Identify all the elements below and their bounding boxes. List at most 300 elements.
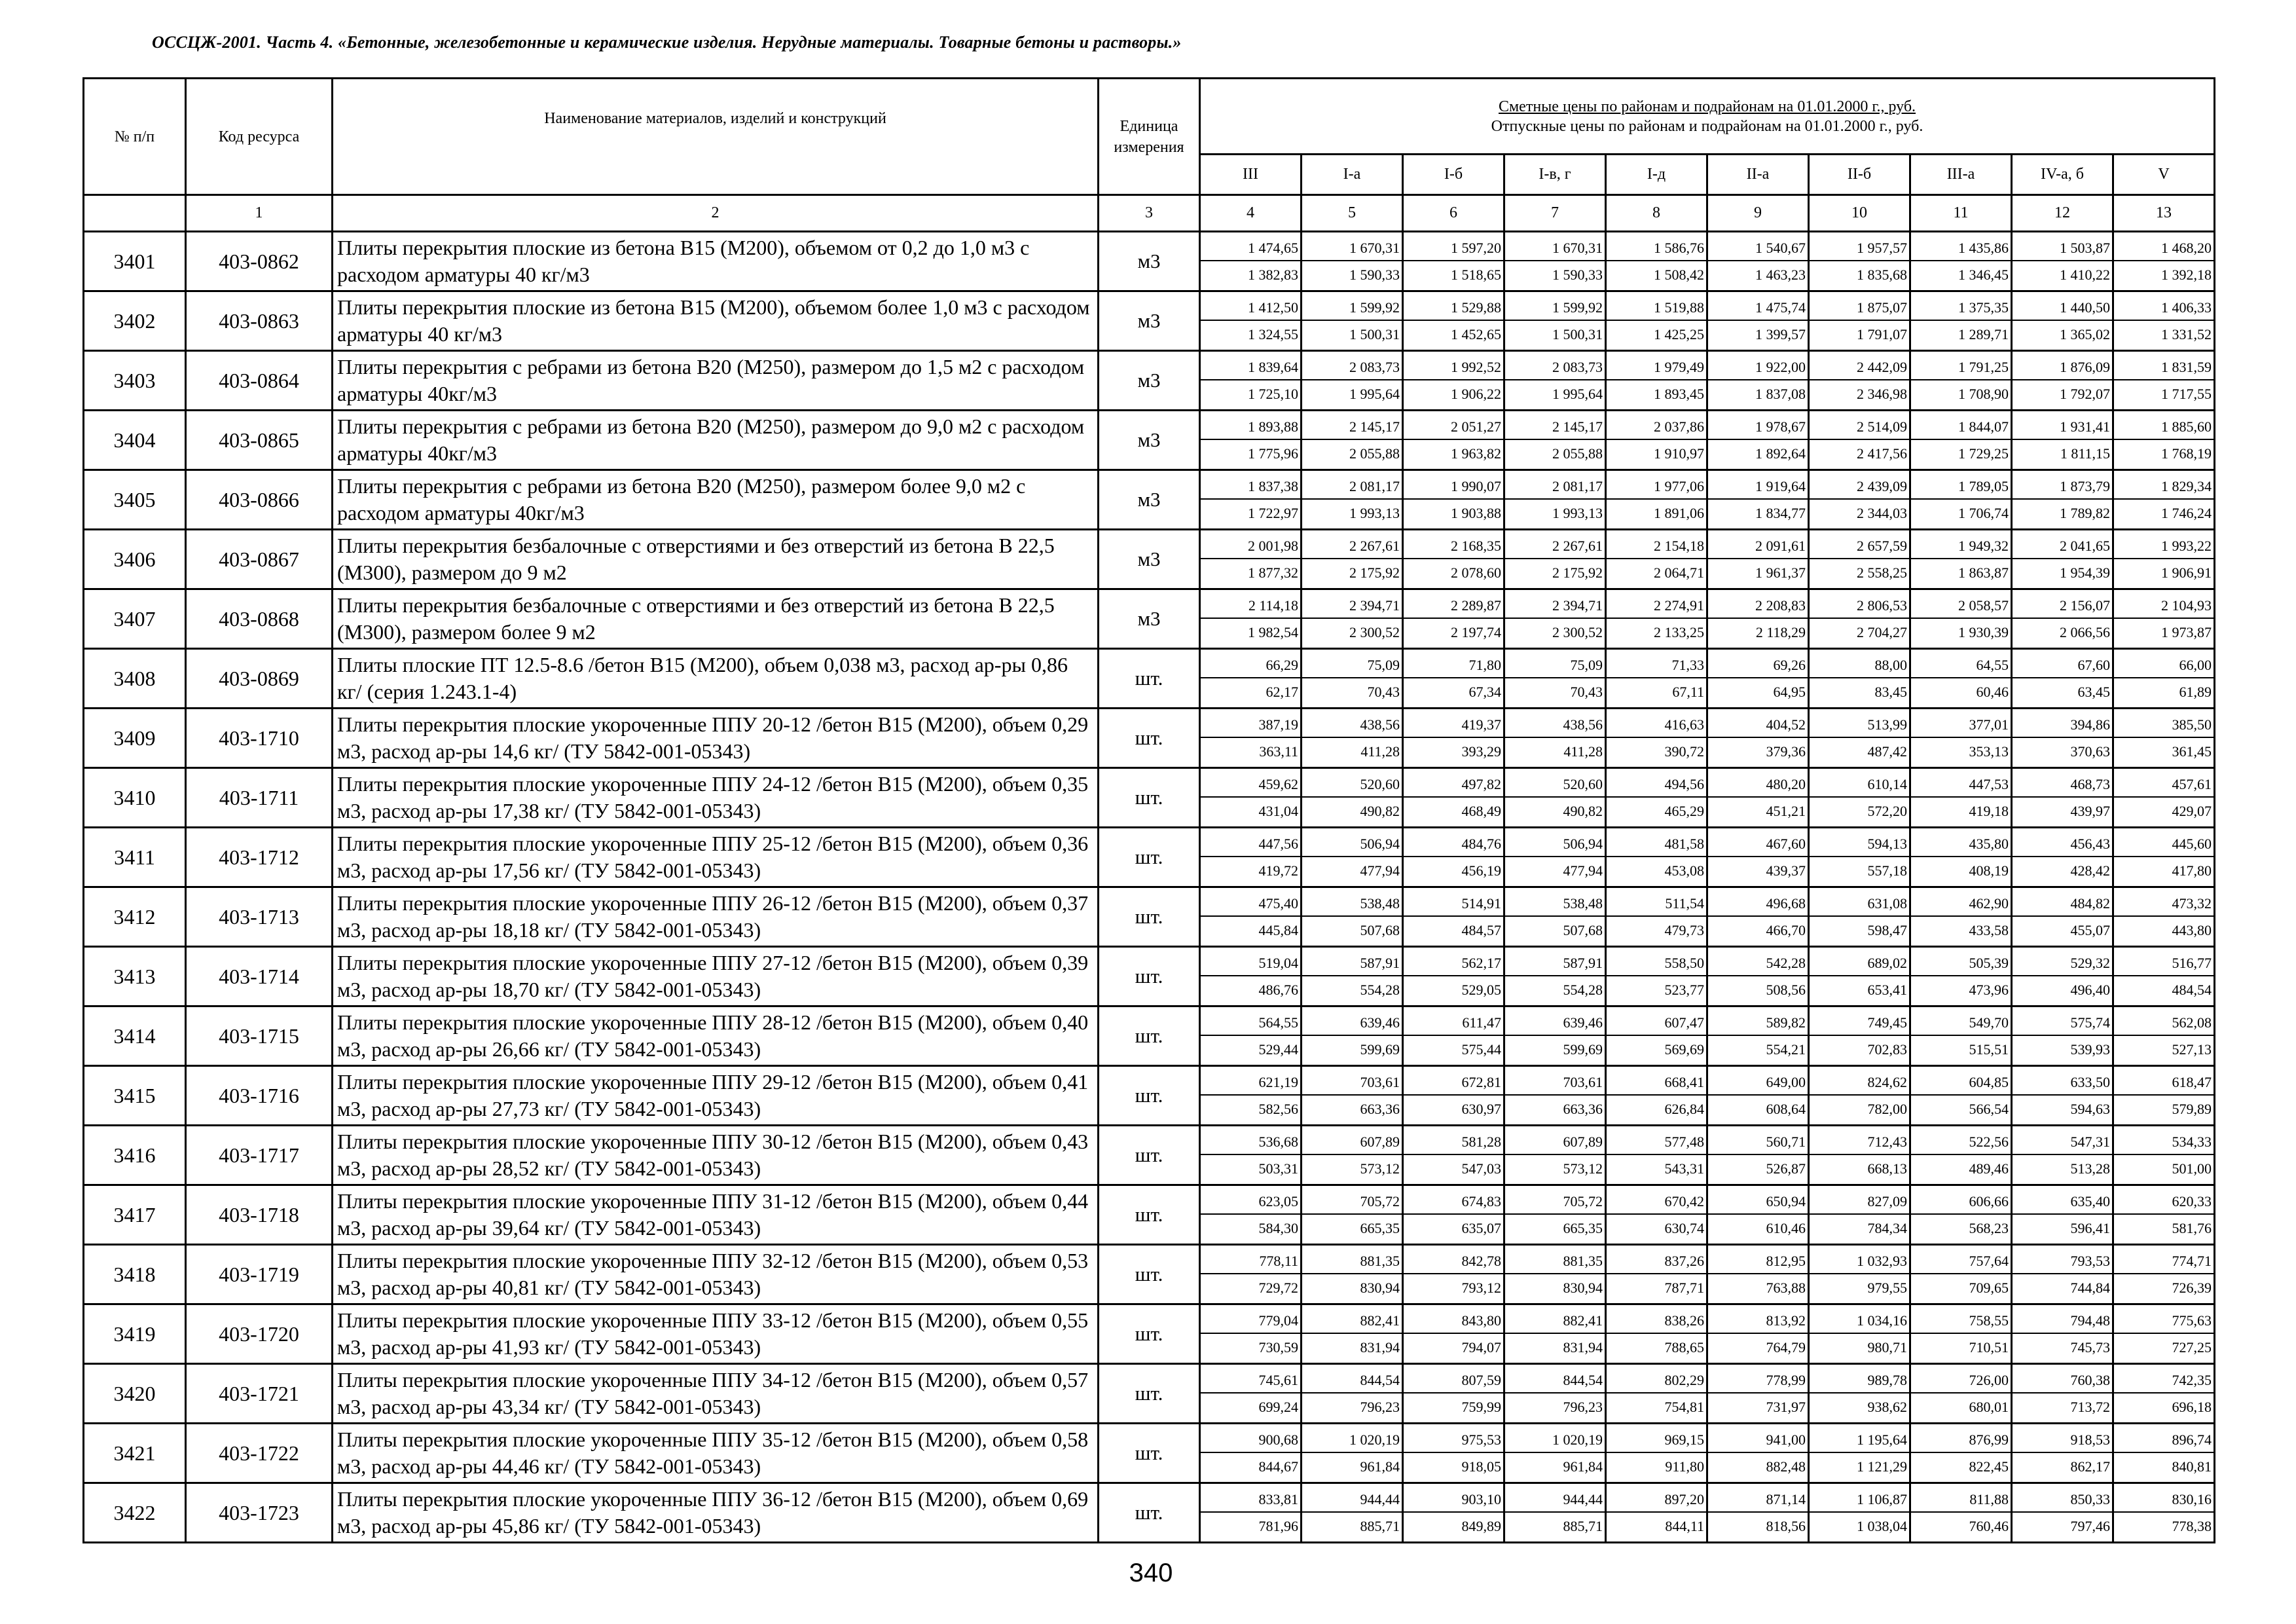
release-price: 699,24	[1258, 1399, 1298, 1415]
material-name: Плиты перекрытия плоские укороченные ППУ 32-12 /бетон В15 (М200), объем 0,53 м3, расход ар-ры 40,81 кг/ (ТУ 5842-001-05343)	[333, 1245, 1099, 1304]
release-price: 759,99	[1461, 1399, 1501, 1415]
release-price: 1 365,02	[2060, 326, 2110, 342]
price-cell	[1910, 768, 2012, 828]
estimated-price: 2 274,91	[1607, 595, 1706, 619]
price-cell	[2012, 411, 2113, 470]
estimated-price: 456,43	[2013, 834, 2112, 857]
price-cell	[2113, 1304, 2215, 1364]
estimated-price: 779,04	[1201, 1310, 1300, 1334]
price-cell	[1200, 1304, 1302, 1364]
price-cell	[1606, 291, 1707, 351]
release-price: 554,28	[1360, 982, 1400, 998]
estimated-price: 672,81	[1404, 1072, 1503, 1096]
price-cell	[1302, 1483, 1403, 1543]
estimated-price: 522,56	[1911, 1132, 2011, 1155]
estimated-price: 467,60	[1708, 834, 1808, 857]
resource-code: 403-1723	[186, 1483, 333, 1543]
release-price: 1 834,77	[1755, 505, 1806, 521]
estimated-price: 649,00	[1708, 1072, 1808, 1096]
material-name: Плиты перекрытия плоские из бетона В15 (М200), объемом более 1,0 м3 с расходом арматуры 40 кг/м3	[333, 291, 1099, 351]
price-cell	[1504, 291, 1606, 351]
estimated-price: 794,48	[2013, 1310, 2112, 1334]
release-price: 599,69	[1563, 1041, 1603, 1058]
price-cell	[1200, 887, 1302, 947]
estimated-price: 514,91	[1404, 893, 1503, 917]
estimated-price: 75,09	[1302, 655, 1402, 678]
price-cell	[1606, 1304, 1707, 1364]
release-price: 566,54	[1969, 1101, 2009, 1117]
estimated-price: 1 503,87	[2013, 238, 2112, 261]
estimated-price: 459,62	[1201, 774, 1300, 798]
release-price: 784,34	[1867, 1220, 1907, 1236]
estimated-price: 726,00	[1911, 1370, 2011, 1393]
estimated-price: 749,45	[1810, 1012, 1909, 1036]
estimated-price: 1 597,20	[1404, 238, 1503, 261]
release-price: 781,96	[1258, 1518, 1298, 1534]
resource-code: 403-1718	[186, 1185, 333, 1245]
price-cell	[1403, 709, 1504, 768]
column-number: 10	[1809, 195, 1910, 232]
release-price: 1 452,65	[1451, 326, 1501, 342]
estimated-price: 506,94	[1302, 834, 1402, 857]
row-number: 3405	[84, 470, 186, 530]
price-cell	[1809, 1006, 1910, 1066]
estimated-price: 793,53	[2013, 1251, 2112, 1274]
price-cell	[2012, 351, 2113, 411]
price-cell	[1910, 1006, 2012, 1066]
material-name: Плиты перекрытия плоские укороченные ППУ 24-12 /бетон В15 (М200), объем 0,35 м3, расход ар-ры 17,38 кг/ (ТУ 5842-001-05343)	[333, 768, 1099, 828]
price-cell	[1403, 1364, 1504, 1424]
estimated-price: 1 789,05	[1911, 476, 2011, 500]
release-price: 1 722,97	[1248, 505, 1298, 521]
release-price: 788,65	[1664, 1339, 1704, 1356]
estimated-price: 1 406,33	[2114, 297, 2214, 321]
material-name: Плиты перекрытия с ребрами из бетона В20 (М250), размером более 9,0 м2 с расходом арматуры 40кг/м3	[333, 470, 1099, 530]
price-cell	[2012, 1364, 2113, 1424]
price-cell	[1809, 768, 1910, 828]
release-price: 653,41	[1867, 982, 1907, 998]
release-price: 569,69	[1664, 1041, 1704, 1058]
price-cell	[1403, 351, 1504, 411]
release-price: 918,05	[1461, 1458, 1501, 1475]
price-cell	[2012, 828, 2113, 887]
table-row	[84, 1364, 2215, 1424]
price-cell	[1302, 1364, 1403, 1424]
estimated-price: 1 032,93	[1810, 1251, 1909, 1274]
release-price: 1 508,42	[1654, 267, 1704, 283]
unit: шт.	[1099, 1126, 1200, 1185]
price-cell	[1606, 411, 1707, 470]
price-cell	[1200, 1424, 1302, 1483]
release-price: 507,68	[1360, 922, 1400, 938]
estimated-price: 1 475,74	[1708, 297, 1808, 321]
release-price: 2 300,52	[1552, 624, 1603, 640]
price-cell	[1200, 351, 1302, 411]
release-price: 451,21	[1766, 803, 1806, 819]
release-price: 67,11	[1672, 684, 1704, 700]
release-price: 477,94	[1563, 862, 1603, 879]
resource-code: 403-1716	[186, 1066, 333, 1126]
price-cell	[1302, 768, 1403, 828]
estimated-price: 975,53	[1404, 1430, 1503, 1453]
release-price: 1 973,87	[2161, 624, 2212, 640]
price-cell	[1910, 1245, 2012, 1304]
estimated-price: 1 978,67	[1708, 416, 1808, 440]
price-cell	[1809, 351, 1910, 411]
estimated-price: 377,01	[1911, 714, 2011, 738]
header-prices-estimated: Сметные цены по районам и подрайонам на 01.01.2000 г., руб.	[1498, 98, 1916, 115]
estimated-price: 2 001,98	[1201, 536, 1300, 559]
release-price: 2 346,98	[1857, 386, 1907, 402]
release-price: 599,69	[1360, 1041, 1400, 1058]
estimated-price: 2 051,27	[1404, 416, 1503, 440]
price-cell	[1707, 1185, 1809, 1245]
header-unit: Единица измерения	[1099, 79, 1200, 195]
estimated-price: 897,20	[1607, 1489, 1706, 1513]
price-cell	[1403, 1066, 1504, 1126]
price-cell	[2012, 1304, 2113, 1364]
estimated-price: 480,20	[1708, 774, 1808, 798]
price-cell	[2012, 1126, 2113, 1185]
release-price: 490,82	[1563, 803, 1603, 819]
release-price: 882,48	[1766, 1458, 1806, 1475]
region-header: I-в, г	[1504, 155, 1606, 195]
price-cell	[1504, 411, 1606, 470]
price-cell	[1606, 589, 1707, 649]
estimated-price: 1 885,60	[2114, 416, 2214, 440]
price-cell	[1403, 828, 1504, 887]
material-name: Плиты перекрытия плоские укороченные ППУ 28-12 /бетон В15 (М200), объем 0,40 м3, расход ар-ры 26,66 кг/ (ТУ 5842-001-05343)	[333, 1006, 1099, 1066]
estimated-price: 827,09	[1810, 1191, 1909, 1215]
material-name: Плиты перекрытия плоские укороченные ППУ 35-12 /бетон В15 (М200), объем 0,58 м3, расход ар-ры 44,46 кг/ (ТУ 5842-001-05343)	[333, 1424, 1099, 1483]
price-cell	[1809, 530, 1910, 589]
estimated-price: 547,31	[2013, 1132, 2112, 1155]
estimated-price: 812,95	[1708, 1251, 1808, 1274]
price-cell	[2012, 589, 2113, 649]
price-cell	[1302, 589, 1403, 649]
release-price: 1 706,74	[1958, 505, 2009, 521]
estimated-price: 842,78	[1404, 1251, 1503, 1274]
release-price: 840,81	[2172, 1458, 2212, 1475]
estimated-price: 703,61	[1302, 1072, 1402, 1096]
unit: шт.	[1099, 1066, 1200, 1126]
release-price: 1 410,22	[2060, 267, 2110, 283]
column-number: 8	[1606, 195, 1707, 232]
price-cell	[1606, 709, 1707, 768]
release-price: 796,23	[1563, 1399, 1603, 1415]
estimated-price: 2 267,61	[1302, 536, 1402, 559]
estimated-price: 473,32	[2114, 893, 2214, 917]
estimated-price: 1 435,86	[1911, 238, 2011, 261]
release-price: 70,43	[1367, 684, 1400, 700]
estimated-price: 2 083,73	[1302, 357, 1402, 380]
estimated-price: 844,54	[1505, 1370, 1605, 1393]
resource-code: 403-0863	[186, 291, 333, 351]
price-cell	[2012, 1483, 2113, 1543]
estimated-price: 2 806,53	[1810, 595, 1909, 619]
resource-code: 403-0867	[186, 530, 333, 589]
material-name: Плиты перекрытия плоские укороченные ППУ 29-12 /бетон В15 (М200), объем 0,41 м3, расход ар-ры 27,73 кг/ (ТУ 5842-001-05343)	[333, 1066, 1099, 1126]
price-cell	[1707, 351, 1809, 411]
unit: м3	[1099, 232, 1200, 291]
price-cell	[1504, 887, 1606, 947]
price-cell	[2113, 351, 2215, 411]
price-cell	[1200, 530, 1302, 589]
release-price: 390,72	[1664, 743, 1704, 760]
release-price: 938,62	[1867, 1399, 1907, 1415]
release-price: 2 118,29	[1755, 624, 1806, 640]
release-price: 1 746,24	[2161, 505, 2212, 521]
price-cell	[1707, 1424, 1809, 1483]
row-number: 3401	[84, 232, 186, 291]
estimated-price: 824,62	[1810, 1072, 1909, 1096]
release-price: 529,05	[1461, 982, 1501, 998]
price-cell	[1403, 530, 1504, 589]
estimated-price: 2 083,73	[1505, 357, 1605, 380]
unit: м3	[1099, 530, 1200, 589]
estimated-price: 577,48	[1607, 1132, 1706, 1155]
unit: шт.	[1099, 887, 1200, 947]
estimated-price: 944,44	[1505, 1489, 1605, 1513]
price-cell	[1910, 709, 2012, 768]
estimated-price: 519,04	[1201, 953, 1300, 976]
release-price: 573,12	[1360, 1160, 1400, 1177]
price-cell	[1403, 768, 1504, 828]
release-price: 665,35	[1360, 1220, 1400, 1236]
release-price: 1 346,45	[1958, 267, 2009, 283]
release-price: 572,20	[1867, 803, 1907, 819]
release-price: 710,51	[1969, 1339, 2009, 1356]
release-price: 665,35	[1563, 1220, 1603, 1236]
release-price: 547,03	[1461, 1160, 1501, 1177]
release-price: 484,54	[2172, 982, 2212, 998]
release-price: 539,93	[2070, 1041, 2110, 1058]
estimated-price: 1 977,06	[1607, 476, 1706, 500]
column-number: 2	[333, 195, 1099, 232]
price-cell	[1200, 232, 1302, 291]
price-cell	[1910, 1304, 2012, 1364]
unit: шт.	[1099, 1185, 1200, 1245]
header-name: Наименование материалов, изделий и конструкций	[333, 79, 1099, 195]
estimated-price: 1 106,87	[1810, 1489, 1909, 1513]
estimated-price: 2 081,17	[1505, 476, 1605, 500]
row-number: 3420	[84, 1364, 186, 1424]
release-price: 1 500,31	[1349, 326, 1400, 342]
unit: м3	[1099, 411, 1200, 470]
release-price: 822,45	[1969, 1458, 2009, 1475]
price-cell	[1403, 887, 1504, 947]
estimated-price: 1 873,79	[2013, 476, 2112, 500]
release-price: 507,68	[1563, 922, 1603, 938]
price-cell	[1707, 947, 1809, 1006]
price-cell	[1707, 589, 1809, 649]
release-price: 1 835,68	[1857, 267, 1907, 283]
release-price: 830,94	[1563, 1280, 1603, 1296]
release-price: 468,49	[1461, 803, 1501, 819]
resource-code: 403-1711	[186, 768, 333, 828]
price-cell	[1910, 232, 2012, 291]
release-price: 473,96	[1969, 982, 2009, 998]
unit: шт.	[1099, 1364, 1200, 1424]
release-price: 353,13	[1969, 743, 2009, 760]
estimated-price: 484,76	[1404, 834, 1503, 857]
price-cell	[2012, 232, 2113, 291]
table-row	[84, 709, 2215, 768]
release-price: 608,64	[1766, 1101, 1806, 1117]
release-price: 2 064,71	[1654, 564, 1704, 581]
release-price: 417,80	[2172, 862, 2212, 879]
row-number: 3418	[84, 1245, 186, 1304]
release-price: 2 417,56	[1857, 445, 1907, 462]
release-price: 1 717,55	[2161, 386, 2212, 402]
estimated-price: 581,28	[1404, 1132, 1503, 1155]
release-price: 668,13	[1867, 1160, 1907, 1177]
release-price: 764,79	[1766, 1339, 1806, 1356]
price-cell	[1504, 351, 1606, 411]
region-header: IV-а, б	[2012, 155, 2113, 195]
release-price: 1 910,97	[1654, 445, 1704, 462]
price-table	[82, 77, 2215, 1543]
release-price: 1 038,04	[1857, 1518, 1907, 1534]
release-price: 419,18	[1969, 803, 2009, 819]
estimated-price: 562,08	[2114, 1012, 2214, 1036]
price-cell	[2113, 828, 2215, 887]
estimated-price: 536,68	[1201, 1132, 1300, 1155]
release-price: 2 300,52	[1349, 624, 1400, 640]
price-cell	[1606, 1245, 1707, 1304]
release-price: 980,71	[1867, 1339, 1907, 1356]
estimated-price: 506,94	[1505, 834, 1605, 857]
price-cell	[1200, 1126, 1302, 1185]
release-price: 2 175,92	[1552, 564, 1603, 581]
page-number: 340	[1129, 1559, 1173, 1587]
price-cell	[1200, 470, 1302, 530]
table-row	[84, 1126, 2215, 1185]
estimated-price: 2 081,17	[1302, 476, 1402, 500]
price-cell	[1809, 232, 1910, 291]
price-cell	[1302, 291, 1403, 351]
header-prices-release: Отпускные цены по районам и подрайонам на 01.01.2000 г., руб.	[1491, 117, 1923, 135]
price-cell	[1910, 1185, 2012, 1245]
estimated-price: 607,47	[1607, 1012, 1706, 1036]
estimated-price: 618,47	[2114, 1072, 2214, 1096]
estimated-price: 2 442,09	[1810, 357, 1909, 380]
estimated-price: 903,10	[1404, 1489, 1503, 1513]
price-cell	[2012, 709, 2113, 768]
estimated-price: 896,74	[2114, 1430, 2214, 1453]
unit: м3	[1099, 351, 1200, 411]
estimated-price: 607,89	[1505, 1132, 1605, 1155]
price-cell	[1504, 1483, 1606, 1543]
unit: шт.	[1099, 1245, 1200, 1304]
estimated-price: 71,80	[1404, 655, 1503, 678]
price-cell	[1302, 1245, 1403, 1304]
estimated-price: 589,82	[1708, 1012, 1808, 1036]
row-number: 3412	[84, 887, 186, 947]
header-code: Код ресурса	[186, 79, 333, 195]
unit: шт.	[1099, 1424, 1200, 1483]
release-price: 529,44	[1258, 1041, 1298, 1058]
price-cell	[2113, 1364, 2215, 1424]
price-cell	[1504, 1364, 1606, 1424]
price-cell	[2113, 1245, 2215, 1304]
estimated-price: 668,41	[1607, 1072, 1706, 1096]
price-cell	[2113, 1185, 2215, 1245]
estimated-price: 838,26	[1607, 1310, 1706, 1334]
price-cell	[1200, 709, 1302, 768]
release-price: 1 768,19	[2161, 445, 2212, 462]
column-number: 7	[1504, 195, 1606, 232]
price-cell	[1302, 411, 1403, 470]
price-cell	[2012, 649, 2113, 709]
price-cell	[2113, 1424, 2215, 1483]
release-price: 844,11	[1665, 1518, 1704, 1534]
price-cell	[2012, 1185, 2113, 1245]
estimated-price: 1 893,88	[1201, 416, 1300, 440]
estimated-price: 520,60	[1302, 774, 1402, 798]
release-price: 1 792,07	[2060, 386, 2110, 402]
table-row	[84, 411, 2215, 470]
resource-code: 403-0869	[186, 649, 333, 709]
release-price: 1 930,39	[1958, 624, 2009, 640]
estimated-price: 1 957,57	[1810, 238, 1909, 261]
price-cell	[1707, 411, 1809, 470]
price-cell	[1302, 1126, 1403, 1185]
price-cell	[1403, 1424, 1504, 1483]
price-cell	[1809, 828, 1910, 887]
price-cell	[1200, 291, 1302, 351]
row-number: 3402	[84, 291, 186, 351]
table-row	[84, 768, 2215, 828]
row-number: 3408	[84, 649, 186, 709]
price-cell	[1302, 1185, 1403, 1245]
release-price: 818,56	[1766, 1518, 1806, 1534]
row-number: 3410	[84, 768, 186, 828]
unit: шт.	[1099, 709, 1200, 768]
price-cell	[1707, 1126, 1809, 1185]
release-price: 680,01	[1969, 1399, 2009, 1415]
unit: шт.	[1099, 768, 1200, 828]
price-cell	[1707, 232, 1809, 291]
estimated-price: 1 412,50	[1201, 297, 1300, 321]
release-price: 1 892,64	[1755, 445, 1806, 462]
column-number: 6	[1403, 195, 1504, 232]
release-price: 496,40	[2070, 982, 2110, 998]
price-cell	[1200, 649, 1302, 709]
estimated-price: 438,56	[1302, 714, 1402, 738]
price-cell	[1809, 1483, 1910, 1543]
price-cell	[1809, 887, 1910, 947]
table-row	[84, 1483, 2215, 1543]
estimated-price: 475,40	[1201, 893, 1300, 917]
table-row	[84, 1424, 2215, 1483]
release-price: 1 729,25	[1958, 445, 2009, 462]
release-price: 70,43	[1570, 684, 1603, 700]
release-price: 1 590,33	[1552, 267, 1603, 283]
price-cell	[1504, 947, 1606, 1006]
estimated-price: 1 020,19	[1302, 1430, 1402, 1453]
estimated-price: 1 670,31	[1302, 238, 1402, 261]
price-cell	[1809, 1126, 1910, 1185]
release-price: 456,19	[1461, 862, 1501, 879]
estimated-price: 1 875,07	[1810, 297, 1909, 321]
price-cell	[1707, 649, 1809, 709]
price-cell	[2113, 589, 2215, 649]
release-price: 1 425,25	[1654, 326, 1704, 342]
price-cell	[2113, 291, 2215, 351]
estimated-price: 989,78	[1810, 1370, 1909, 1393]
release-price: 610,46	[1766, 1220, 1806, 1236]
